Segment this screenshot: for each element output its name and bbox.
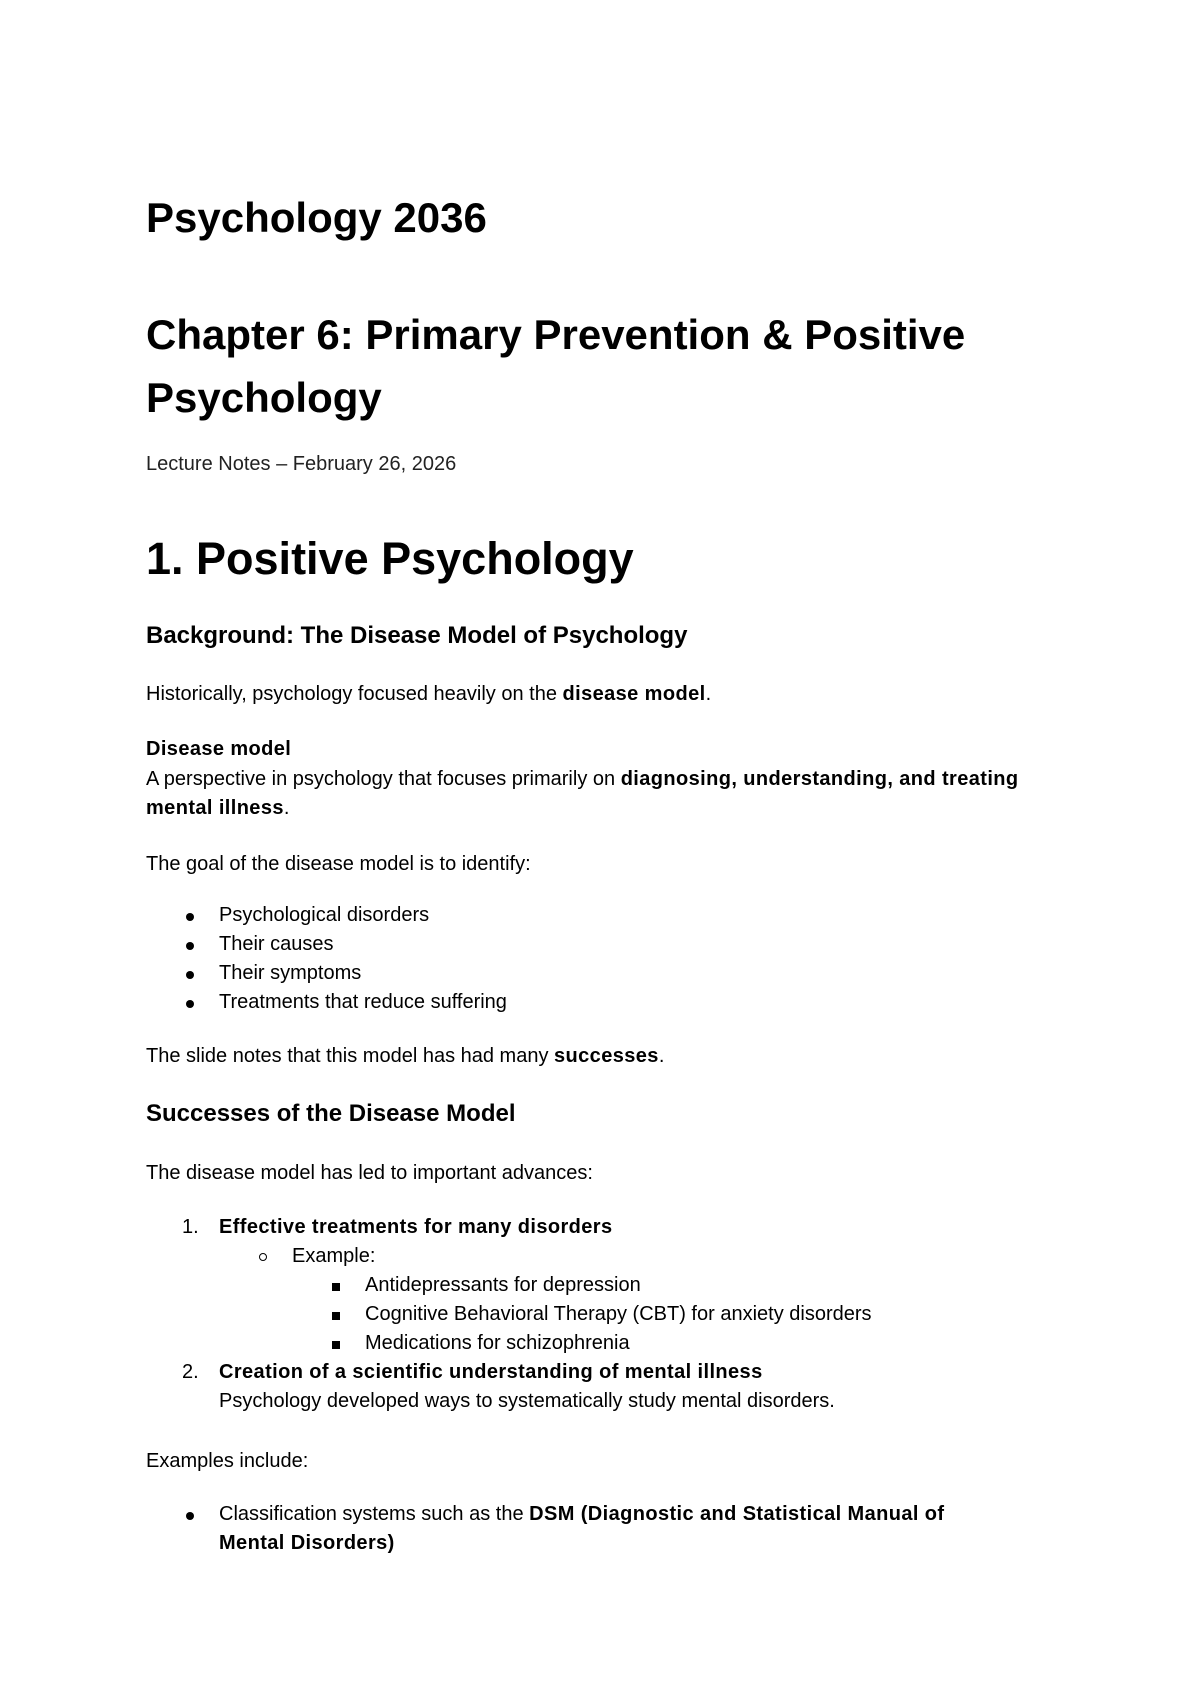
hollow-bullet-icon <box>259 1253 267 1261</box>
square-bullet-icon <box>332 1341 340 1349</box>
chapter-title: Chapter 6: Primary Prevention & Positive Psychology <box>146 311 966 421</box>
bullet-icon <box>186 942 194 950</box>
successes-numbered-list <box>146 1213 872 1416</box>
list-item: Psychological disorders <box>146 901 507 930</box>
examples-include: Examples include: <box>146 1450 309 1472</box>
successes-note: The slide notes that this model has had many successes. <box>146 1045 665 1067</box>
definition-term: Disease model <box>146 738 292 760</box>
bullet-icon <box>186 1512 194 1520</box>
list-item: Classification systems such as the DSM (Diagnostic and Statistical Manual of <box>146 1500 944 1529</box>
definition-period: . <box>283 797 290 819</box>
list-item: Their symptoms <box>146 959 507 988</box>
intro-paragraph <box>146 680 711 709</box>
successes-intro: The disease model has led to important advances: <box>146 1162 593 1184</box>
list-item: Antidepressants for depression <box>146 1271 872 1300</box>
goal-list <box>146 901 507 1017</box>
square-bullet-icon <box>332 1283 340 1291</box>
list-item: Their causes <box>146 930 507 959</box>
list-item: Example: <box>146 1242 872 1271</box>
intro-period: . <box>705 683 712 705</box>
definition-bold-text: diagnosing, understanding, and treating mental illness <box>146 768 1019 819</box>
item-number: 1. <box>182 1216 199 1238</box>
item-number: 2. <box>182 1361 199 1383</box>
successes-heading: Successes of the Disease Model <box>146 1100 516 1127</box>
section-title-positive-psychology: 1. Positive Psychology <box>146 533 634 584</box>
document-title: Psychology 2036 <box>146 194 487 241</box>
lecture-date-subtitle: Lecture Notes – February 26, 2026 <box>146 453 457 475</box>
bullet-icon <box>186 971 194 979</box>
bullet-icon <box>186 913 194 921</box>
list-item: Medications for schizophrenia <box>146 1329 872 1358</box>
intro-bold-term: disease model <box>562 683 706 705</box>
numbered-item-2: 2. Creation of a scientific understanding of mental illness <box>146 1358 872 1387</box>
numbered-item-1: 1. Effective treatments for many disorders <box>146 1213 872 1242</box>
list-item: Cognitive Behavioral Therapy (CBT) for anxiety disorders <box>146 1300 872 1329</box>
square-bullet-icon <box>332 1312 340 1320</box>
definition-text: A perspective in psychology that focuses primarily on <box>146 768 621 790</box>
goal-text: The goal of the disease model is to identify: <box>146 853 531 875</box>
background-heading: Background: The Disease Model of Psychology <box>146 622 688 649</box>
classification-list <box>146 1500 944 1558</box>
list-item: Treatments that reduce suffering <box>146 988 507 1017</box>
definition-body <box>146 765 1046 823</box>
list-item-continuation: Mental Disorders) <box>219 1532 395 1554</box>
successes-bold: successes <box>554 1045 659 1067</box>
item-description: Psychology developed ways to systematically study mental disorders. <box>219 1390 835 1412</box>
bullet-icon <box>186 1000 194 1008</box>
intro-text: Historically, psychology focused heavily on the <box>146 683 563 705</box>
